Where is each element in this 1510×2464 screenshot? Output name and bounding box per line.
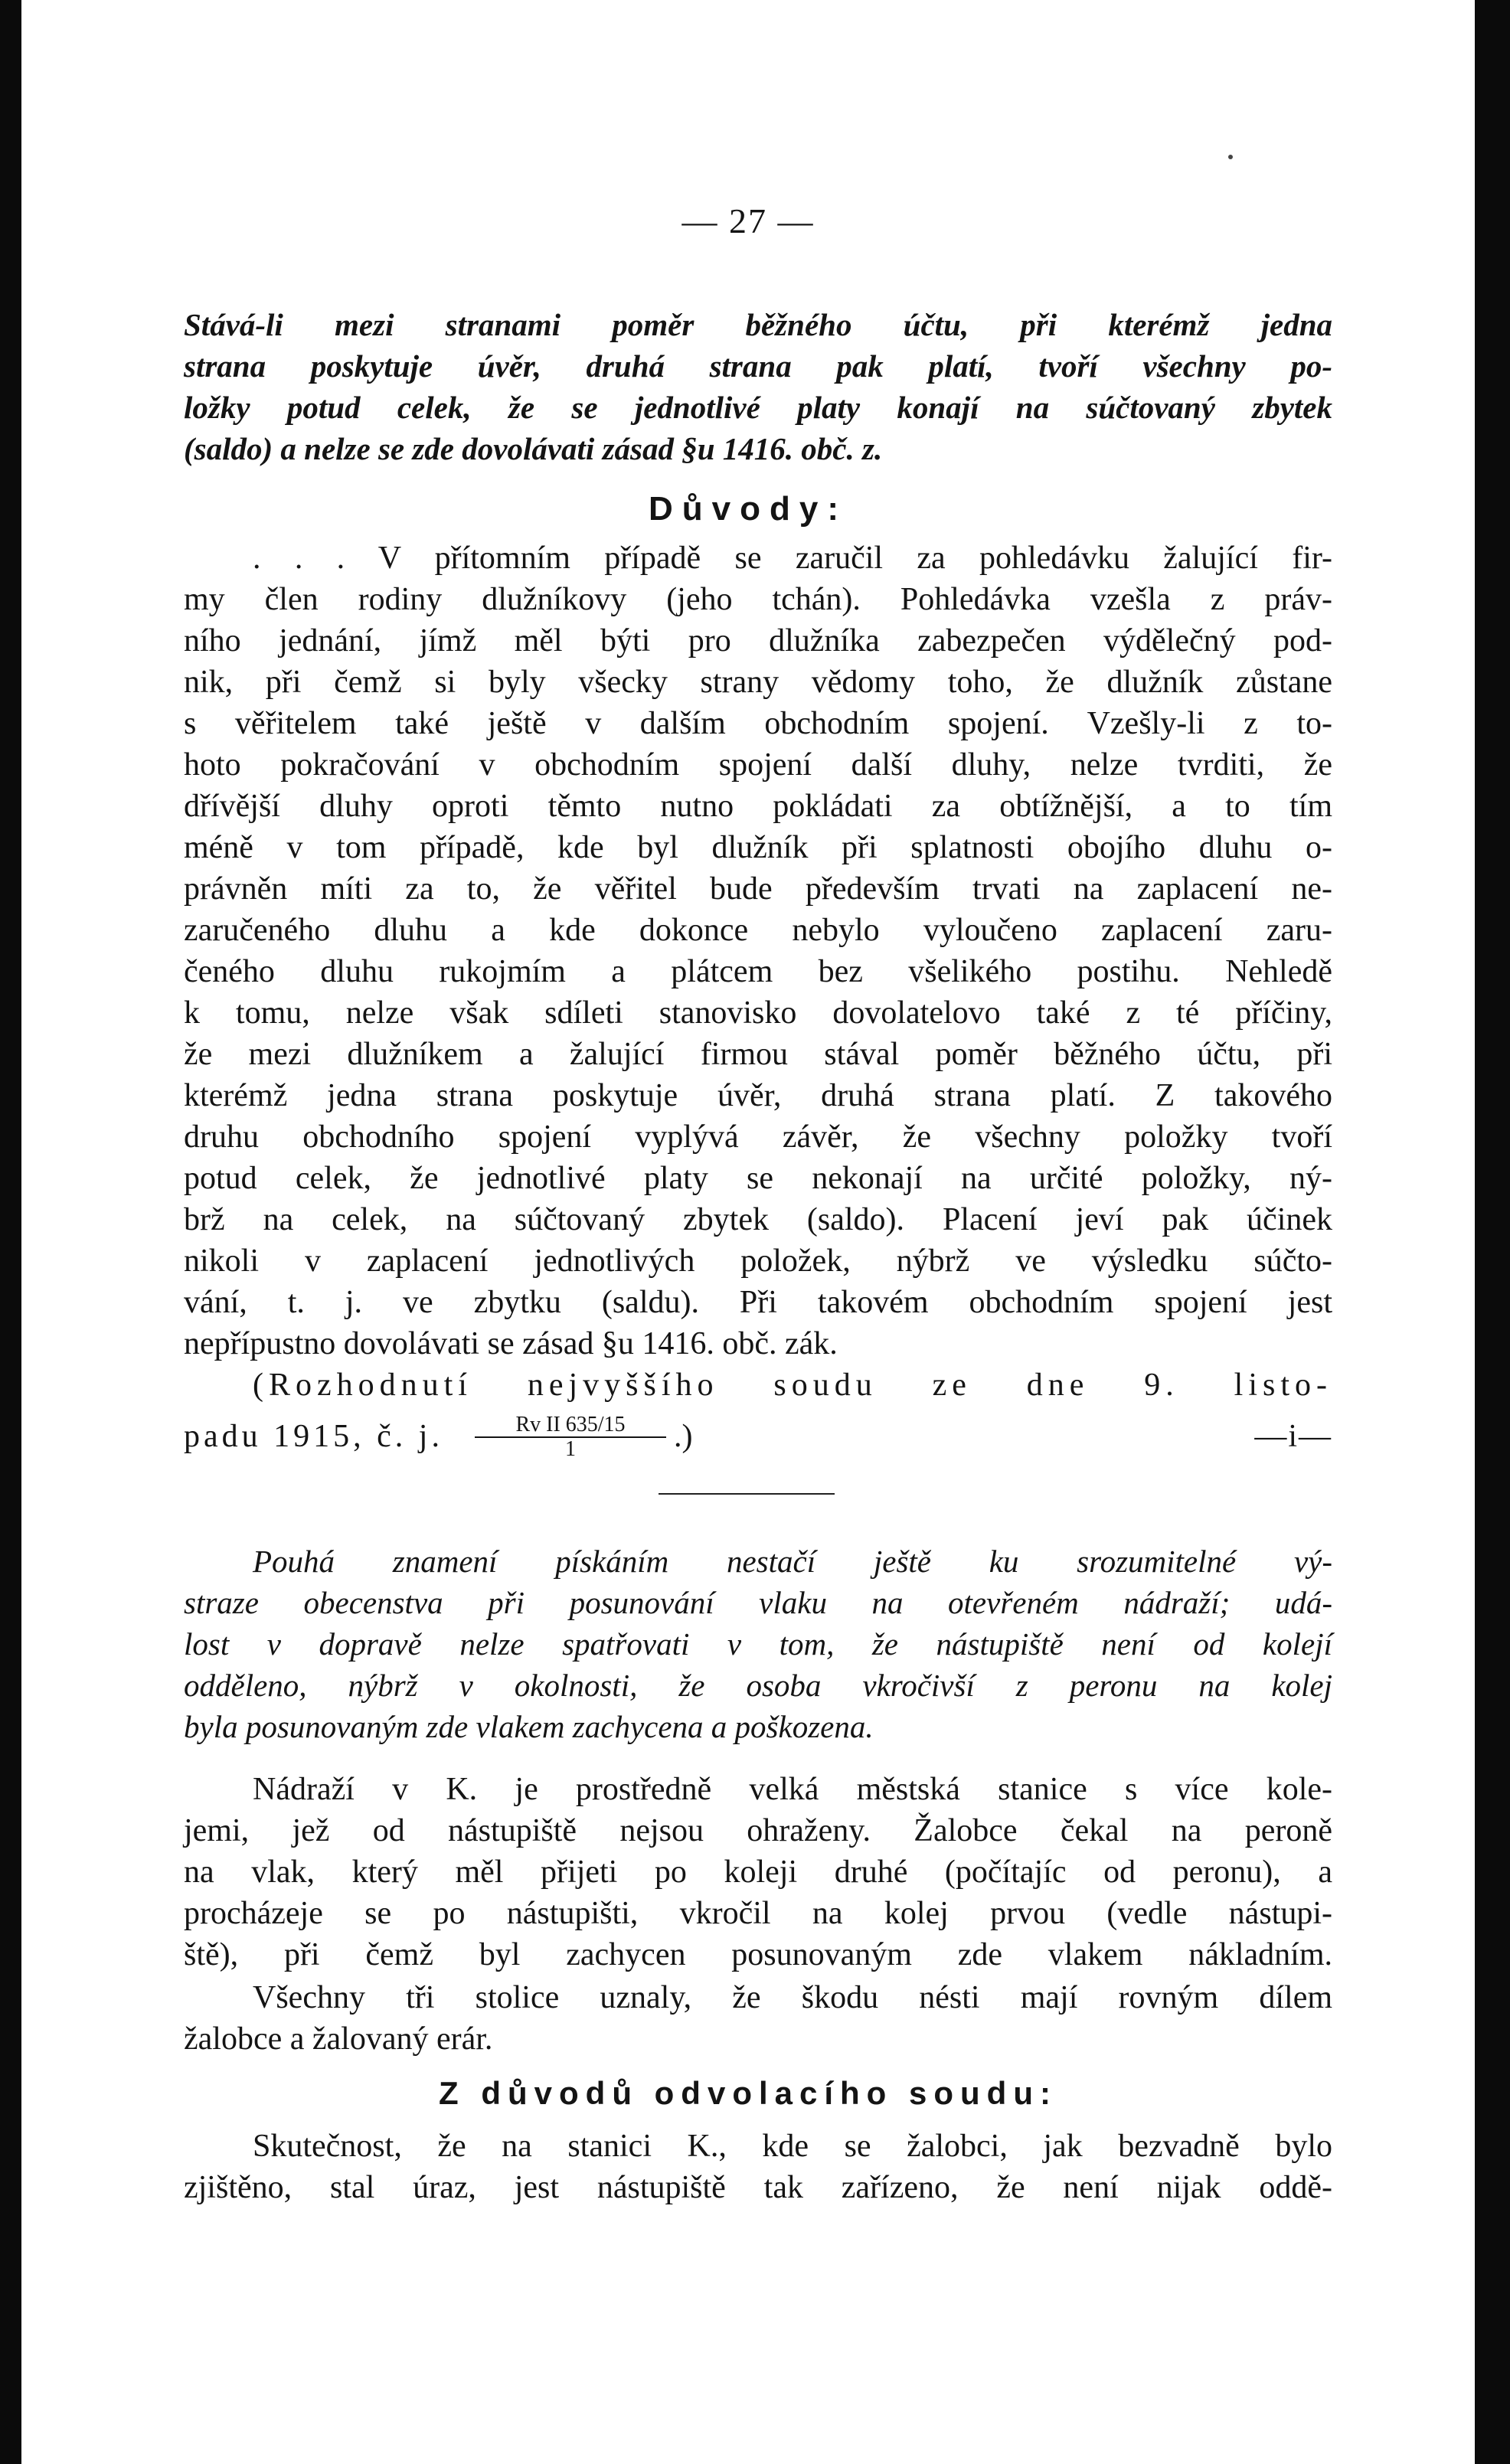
body-line: s věřitelem také ještě v dalším obchodním spojení. Vzešly-li z to- (184, 706, 1332, 741)
headnote-2-line: byla posunovaným zde vlakem zachycena a poškozena. (184, 1709, 874, 1744)
body-line: žalobce a žalovaný erár. (184, 2021, 493, 2057)
decision-mark: —i— (1254, 1419, 1332, 1454)
body-line: dřívější dluhy oproti těmto nutno pokládati za obtížnější, a to tím (184, 789, 1332, 824)
case-number-bottom: 1 (565, 1437, 576, 1461)
decision-line-2: padu 1915, č. j. (184, 1419, 443, 1454)
headnote-2-line: odděleno, nýbrž v okolnosti, že osoba vkročivší z peronu na kolej (184, 1668, 1332, 1703)
scanned-page (21, 0, 1475, 2464)
body-line: vání, t. j. ve zbytku (saldu). Při takovém obchodním spojení jest (184, 1285, 1332, 1320)
body-line: Všechny tři stolice uznaly, že škodu nésti mají rovným dílem (253, 1980, 1332, 2015)
headnote-1-line: (saldo) a nelze se zde dovolávati zásad §u 1416. obč. z. (184, 431, 883, 466)
body-line: že mezi dlužníkem a žalující firmou stával poměr běžného účtu, při (184, 1037, 1332, 1072)
body-line: zjištěno, stal úraz, jest nástupiště tak zařízeno, že není nijak oddě- (184, 2170, 1332, 2205)
body-line: brž na celek, na súčtovaný zbytek (saldo). Placení jeví pak účinek (184, 1202, 1332, 1237)
body-line: nikoli v zaplacení jednotlivých položek, nýbrž ve výsledku súčto- (184, 1243, 1332, 1279)
page-number: — 27 — (681, 201, 815, 240)
body-line: ního jednání, jímž měl býti pro dlužníka zabezpečen výdělečný pod- (184, 623, 1332, 658)
body-line: čeného dluhu rukojmím a plátcem bez všelikého postihu. Nehledě (184, 954, 1332, 989)
heading-duvody: Důvody: (649, 490, 848, 528)
body-line: ště), při čemž byl zachycen posunovaným zde vlakem nákladním. (184, 1937, 1332, 1972)
decision-citation (184, 1364, 1332, 1406)
headnote-2-line: straze obecenstva při posunování vlaku na otevřeném nádraží; udá- (184, 1585, 1332, 1620)
body-appeal (184, 2126, 1332, 2208)
headnote-2-line: Pouhá znamení pískáním nestačí ještě ku srozumitelné vý- (253, 1544, 1332, 1579)
headnote-1-line: Stává-li mezi stranami poměr běžného účtu, při kterémž jedna (184, 307, 1332, 342)
body-line: hoto pokračování v obchodním spojení další dluhy, nelze tvrditi, že (184, 747, 1332, 783)
decision-ref-line (184, 1413, 1332, 1472)
decision-close: .) (674, 1419, 693, 1454)
body-line: druhu obchodního spojení vyplývá závěr, že všechny položky tvoří (184, 1119, 1332, 1155)
body-facts (184, 1769, 1332, 1975)
body-line: zaručeného dluhu a kde dokonce nebylo vyloučeno zaplacení zaru- (184, 913, 1332, 948)
case-number-top: Rv II 635/15 (475, 1413, 666, 1438)
body-line: Nádraží v K. je prostředně velká městská stanice s více kole- (253, 1772, 1332, 1807)
body-line: méně v tom případě, kde byl dlužník při splatnosti obojího dluhu o- (184, 830, 1332, 865)
body-verdicts (184, 1977, 1332, 2060)
body-line: . . . V přítomním případě se zaručil za pohledávku žalující fir- (253, 541, 1332, 576)
headnote-1 (184, 304, 1332, 469)
body-line: my člen rodiny dlužníkovy (jeho tchán). Pohledávka vzešla z práv- (184, 582, 1332, 617)
body-line: k tomu, nelze však sdíleti stanovisko dovolatelovo také z té příčiny, (184, 995, 1332, 1031)
body-line: potud celek, že jednotlivé platy se nekonají na určité položky, ný- (184, 1161, 1332, 1196)
body-line: kterémž jedna strana poskytuje úvěr, druhá strana platí. Z takového (184, 1078, 1332, 1113)
case-number-fraction (475, 1413, 666, 1461)
body-line: jemi, jež od nástupiště nejsou ohraženy. Žalobce čekal na peroně (184, 1813, 1332, 1848)
body-line: nepřípustno dovolávati se zásad §u 1416. obč. zák. (184, 1326, 838, 1361)
body-line: procházeje se po nástupišti, vkročil na kolej prvou (vedle nástupi- (184, 1896, 1332, 1931)
scan-speck (1228, 155, 1233, 159)
body-reasons (184, 538, 1332, 1364)
headnote-1-line: ložky potud celek, že se jednotlivé platy konají na súčtovaný zbytek (184, 390, 1332, 425)
section-separator (659, 1493, 835, 1495)
body-line: nik, při čemž si byly všecky strany vědomy toho, že dlužník zůstane (184, 665, 1332, 700)
body-line: na vlak, který měl přijeti po koleji druhé (počítajíc od peronu), a (184, 1855, 1332, 1890)
headnote-2-line: lost v dopravě nelze spatřovati v tom, že nástupiště není od kolejí (184, 1626, 1332, 1662)
headnote-1-line: strana poskytuje úvěr, druhá strana pak platí, tvoří všechny po- (184, 348, 1332, 384)
headnote-2 (184, 1541, 1332, 1747)
decision-line-1: (Rozhodnutí nejvyššího soudu ze dne 9. listo- (253, 1368, 1332, 1403)
body-line: Skutečnost, že na stanici K., kde se žalobci, jak bezvadně bylo (253, 2129, 1332, 2164)
heading-appeal-court: Z důvodů odvolacího soudu: (439, 2075, 1057, 2111)
body-line: právněn míti za to, že věřitel bude především trvati na zaplacení ne- (184, 871, 1332, 907)
